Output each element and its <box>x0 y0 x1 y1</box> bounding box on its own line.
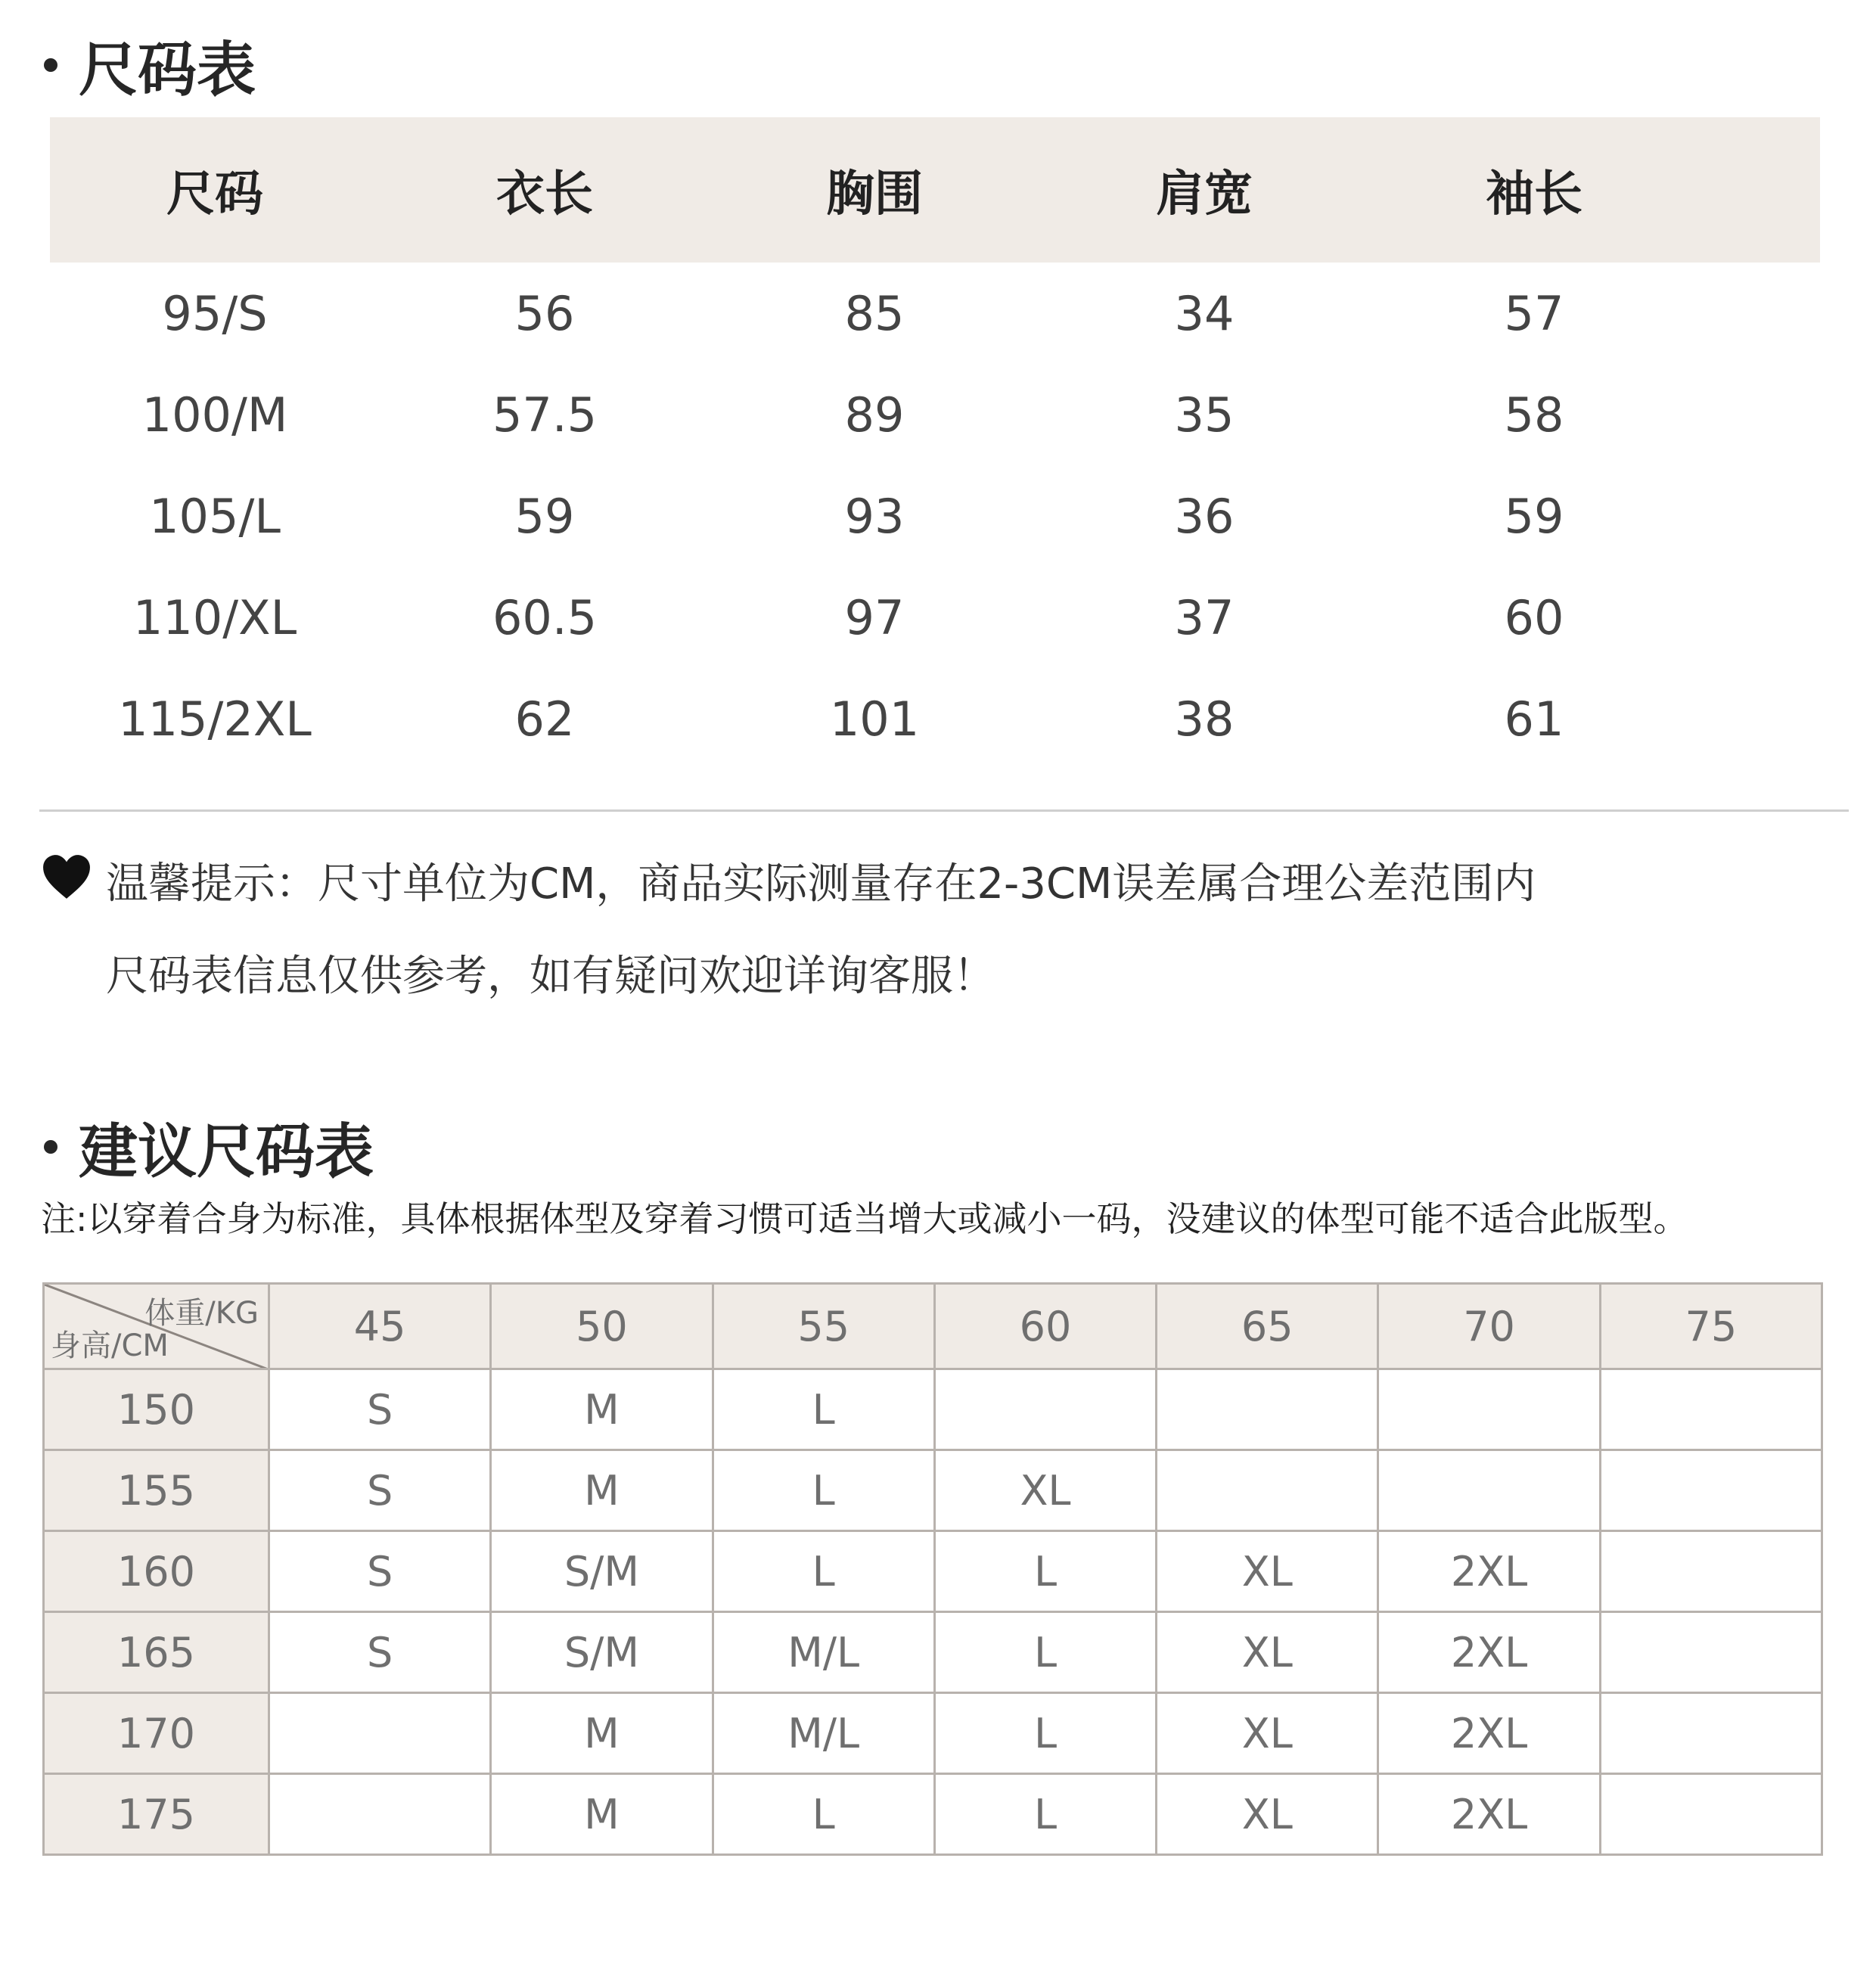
height-cell: 160 <box>44 1531 269 1612</box>
size-cell: L <box>934 1774 1156 1855</box>
size-cell: M <box>491 1369 713 1450</box>
size-cell <box>1600 1450 1822 1531</box>
length-cell: 60.5 <box>492 589 598 645</box>
chest-cell: 93 <box>844 488 905 544</box>
bullet-icon <box>44 1140 57 1154</box>
size-cell: M <box>491 1774 713 1855</box>
size-chart-title <box>44 23 256 107</box>
recommend-note: 注:以穿着合身为标准，具体根据体型及穿着习惯可适当增大或减小一码，没建议的体型可能不适合此版型。 <box>41 1198 1688 1239</box>
size-cell: XL <box>1157 1612 1378 1693</box>
size-cell: M/L <box>713 1693 934 1774</box>
size-cell: S <box>269 1369 491 1450</box>
recommend-row <box>44 1612 1822 1693</box>
size-cell: S <box>269 1531 491 1612</box>
size-cell <box>269 1774 491 1855</box>
size-cell: 2XL <box>1378 1612 1600 1693</box>
weight-header-cell: 60 <box>934 1284 1156 1369</box>
size-cell: M <box>491 1450 713 1531</box>
weight-header-cell: 55 <box>713 1284 934 1369</box>
header-cell: 袖长 <box>1486 166 1582 222</box>
corner-cell <box>44 1284 269 1369</box>
size-cell: 115/2XL <box>118 691 312 747</box>
size-cell: S <box>269 1612 491 1693</box>
shoulder-cell: 36 <box>1174 488 1235 544</box>
size-cell <box>1157 1450 1378 1531</box>
heart-icon <box>42 852 92 902</box>
recommend-row <box>44 1450 1822 1531</box>
length-cell: 59 <box>514 488 575 544</box>
recommend-title-text: 建议尺码表 <box>79 1118 374 1186</box>
size-cell <box>1378 1369 1600 1450</box>
chest-cell: 85 <box>844 285 905 341</box>
size-cell: S/M <box>491 1612 713 1693</box>
recommend-row <box>44 1369 1822 1450</box>
header-cell: 尺码 <box>166 166 263 222</box>
size-chart-title-text: 尺码表 <box>79 36 256 104</box>
size-cell <box>1600 1774 1822 1855</box>
size-cell: 95/S <box>162 285 268 341</box>
length-cell: 57.5 <box>492 387 598 443</box>
size-cell <box>1378 1450 1600 1531</box>
chest-cell: 89 <box>844 387 905 443</box>
size-cell: 2XL <box>1378 1531 1600 1612</box>
weight-header-row <box>44 1284 1822 1369</box>
size-cell: 105/L <box>149 488 281 544</box>
height-cell: 165 <box>44 1612 269 1693</box>
length-cell: 56 <box>514 285 575 341</box>
weight-header-cell: 50 <box>491 1284 713 1369</box>
size-cell: 100/M <box>141 387 288 443</box>
size-chart-row <box>50 567 1820 668</box>
sleeve-cell: 57 <box>1504 285 1564 341</box>
chest-cell: 97 <box>844 589 905 645</box>
size-chart-row <box>50 364 1820 465</box>
size-cell: 2XL <box>1378 1693 1600 1774</box>
size-cell: XL <box>934 1450 1156 1531</box>
size-cell: L <box>713 1369 934 1450</box>
size-cell: L <box>934 1531 1156 1612</box>
height-cell: 150 <box>44 1369 269 1450</box>
header-cell: 胸围 <box>826 166 923 222</box>
size-cell <box>1600 1612 1822 1693</box>
header-cell: 肩宽 <box>1156 166 1253 222</box>
shoulder-cell: 34 <box>1174 285 1235 341</box>
size-cell: XL <box>1157 1693 1378 1774</box>
recommend-row <box>44 1774 1822 1855</box>
size-chart-table <box>50 117 1820 769</box>
shoulder-cell: 37 <box>1174 589 1235 645</box>
height-cell: 175 <box>44 1774 269 1855</box>
height-cell: 155 <box>44 1450 269 1531</box>
weight-header-cell: 75 <box>1600 1284 1822 1369</box>
size-chart-row <box>50 668 1820 769</box>
size-cell: L <box>713 1774 934 1855</box>
tip-line-2: 尺码表信息仅供参考，如有疑问欢迎详询客服！ <box>106 952 995 1001</box>
weight-header-cell: 45 <box>269 1284 491 1369</box>
recommend-row <box>44 1531 1822 1612</box>
sleeve-cell: 59 <box>1504 488 1564 544</box>
size-cell: XL <box>1157 1531 1378 1612</box>
size-cell: L <box>713 1450 934 1531</box>
size-cell: L <box>934 1693 1156 1774</box>
sleeve-cell: 58 <box>1504 387 1564 443</box>
weight-axis-label: 体重/KG <box>144 1296 259 1331</box>
divider <box>39 809 1849 812</box>
size-cell: L <box>713 1531 934 1612</box>
sleeve-cell: 61 <box>1504 691 1564 747</box>
size-cell: 110/XL <box>132 589 297 645</box>
size-chart-row <box>50 263 1820 364</box>
recommend-table <box>42 1282 1823 1856</box>
size-cell: L <box>934 1612 1156 1693</box>
recommend-row <box>44 1693 1822 1774</box>
height-axis-label: 身高/CM <box>51 1328 169 1363</box>
size-chart-header-row <box>50 117 1820 263</box>
size-cell <box>1600 1369 1822 1450</box>
recommend-title <box>44 1105 374 1189</box>
sleeve-cell: 60 <box>1504 589 1564 645</box>
size-cell <box>1600 1693 1822 1774</box>
header-cell: 衣长 <box>496 166 593 222</box>
size-cell: M/L <box>713 1612 934 1693</box>
size-cell <box>1600 1531 1822 1612</box>
size-cell: XL <box>1157 1774 1378 1855</box>
bullet-icon <box>44 58 57 72</box>
shoulder-cell: 35 <box>1174 387 1235 443</box>
length-cell: 62 <box>514 691 575 747</box>
size-cell <box>1157 1369 1378 1450</box>
size-cell: M <box>491 1693 713 1774</box>
weight-header-cell: 70 <box>1378 1284 1600 1369</box>
chest-cell: 101 <box>829 691 920 747</box>
size-cell: 2XL <box>1378 1774 1600 1855</box>
size-chart-row <box>50 465 1820 567</box>
tip-line-1: 温馨提示：尺寸单位为CM，商品实际测量存在2-3CM误差属合理公差范围内 <box>106 859 1536 909</box>
size-cell: S <box>269 1450 491 1531</box>
shoulder-cell: 38 <box>1174 691 1235 747</box>
height-cell: 170 <box>44 1693 269 1774</box>
size-cell <box>934 1369 1156 1450</box>
weight-header-cell: 65 <box>1157 1284 1378 1369</box>
size-cell: S/M <box>491 1531 713 1612</box>
size-cell <box>269 1693 491 1774</box>
